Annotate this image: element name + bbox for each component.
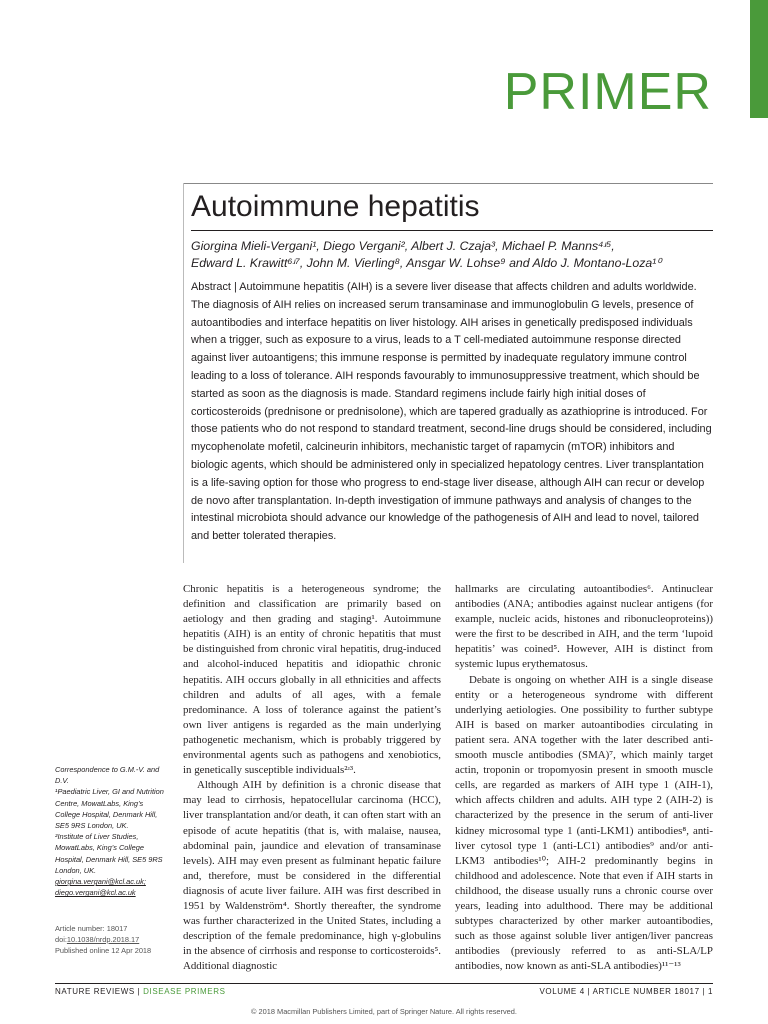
body-paragraph: Chronic hepatitis is a heterogeneous syndrome; the definition and classification are primarily based on aetiology and then grading and staging¹. Autoimmune hepatitis (AIH) is an entity of chronic hepatitis that must be distinguished from chronic viral hepatitis, drug-induced and alcohol-induced hepatitis and idiopathic chronic hepatitis. AIH occurs globally in all ethnicities and affects children and adults of all ages, with a female predominance. A loss of tolerance against the patient’s own liver antigens is regarded as the main underlying pathogenetic mechanism, which is probably triggered by environmental agents such as pathogens and xenobiotics, in genetically susceptible individuals²ʴ³. bbox=[183, 583, 441, 777]
article-title: Autoimmune hepatitis bbox=[191, 190, 480, 223]
body-paragraph: Although AIH by definition is a chronic disease that may lead to cirrhosis, hepatocellular carcinoma (HCC), liver transplantation and/or death, it can often start with an episode of acute hepatitis (that is, with malaise, nausea, abdominal pain, jaundice and elevation of transaminase levels). AIH may even present as fulminant hepatic failure and, therefore, must be considered in the differential diagnosis of acute liver failure. AIH was first described in 1951 by Waldenström⁴. Shortly thereafter, the syndrome was further characterized in the United States, including a description of the female predominance, high γ-globulins in the absence of cirrhosis and response to corticosteroids⁵. Additional diagnostic bbox=[183, 779, 441, 973]
body-column-1 bbox=[183, 582, 441, 974]
authors-line-1: Giorgina Mieli-Vergani¹, Diego Vergani², Albert J. Czaja³, Michael P. Manns⁴ʴ⁵, bbox=[191, 239, 615, 253]
authors-line-2: Edward L. Krawitt⁶ʴ⁷, John M. Vierling⁸, Ansgar W. Lohse⁹ and Aldo J. Montano-Loza¹⁰ bbox=[191, 256, 662, 270]
body-paragraph: Debate is ongoing on whether AIH is a single disease entity or a heterogeneous syndrome with different underlying aetiologies. One possibility to further subtype AIH is based on marker autoantibodies circulating in patient sera. ANA together with the later described anti-smooth muscle antibodies (SMA)⁷, which mainly target actin, troponin or tropomyosin present in smooth muscle cells, are regarded as markers of AIH type 1 (AIH-1), which affects children and adults. AIH type 2 (AIH-2) is characterized by the presence in the serum of anti-liver kidney microsomal type 1 (anti-LKM1) antibodies⁸, anti-liver cytosol type 1 (anti-LC1) antibodies⁹ and/or anti-LKM3 antibodies¹⁰; AIH-2 predominantly begins in childhood and adolescence. Note that even if AIH starts in childhood, the disease usually runs a chronic course over years, leading into adulthood. There may be additional subtypes characterized by other marker autoantibodies, such as those against soluble liver antigen/liver pancreas antibodies (previously referred to as anti-SLA/LP antibodies, now known as anti-SLA antibodies)¹¹⁻¹³ bbox=[455, 673, 713, 973]
doi-line bbox=[55, 935, 180, 946]
doi-prefix: doi: bbox=[55, 934, 67, 944]
correspondence-line: Correspondence to G.M.-V. and D.V. bbox=[55, 765, 160, 786]
affiliation-2: ²Institute of Liver Studies, MowatLabs, King’s College Hospital, Denmark Hill, SE5 9RS London, UK. bbox=[55, 832, 163, 875]
affiliation-1: ¹Paediatric Liver, GI and Nutrition Centre, MowatLabs, King’s College Hospital, Denmark Hill, SE5 9RS London, UK. bbox=[55, 787, 164, 831]
journal-name: NATURE REVIEWS bbox=[55, 987, 135, 996]
doi-link[interactable]: 10.1038/nrdp.2018.17 bbox=[66, 934, 140, 944]
email-link[interactable]: diego.vergani@kcl.ac.uk bbox=[55, 888, 136, 898]
abstract: Abstract | Autoimmune hepatitis (AIH) is a severe liver disease that affects children and adults worldwide. The diagnosis of AIH relies on increased serum transaminase and immunoglobulin G levels, presence of autoantibodies and interface hepatitis on liver histology. AIH arises in genetically predisposed individuals when a trigger, such as exposure to a virus, leads to a T cell-mediated autoimmune response directed against liver autoantigens; this immune response is permitted by inadequate regulatory immune control leading to a loss of tolerance. AIH responds favourably to immunosuppressive treatment, which should be started as soon as the diagnosis is made. Standard regimens include fairly high initial doses of corticosteroids (prednisone or prednisolone), which are tapered gradually as azathioprine is introduced. For those patients who do not respond to standard treatment, second-line drugs should be considered, including mycophenolate mofetil, calcineurin inhibitors, mechanistic target of rapamycin (mTOR) inhibitors and biologic agents, which should be administered only in specialized hepatology centres. Liver transplantation is a life-saving option for those who progress to end-stage liver disease, although AIH can recur or develop de novo after transplantation. In-depth investigation of immune pathways and analysis of changes to the intestinal microbiota should advance our knowledge of the pathogenesis of AIH and lead to novel, tailored and better tolerated therapies. bbox=[191, 281, 712, 543]
author-list bbox=[191, 238, 713, 272]
published-date: Published online 12 Apr 2018 bbox=[55, 945, 152, 955]
footer-volume: VOLUME 4 | ARTICLE NUMBER 18017 | 1 bbox=[539, 987, 713, 996]
correspondence-sidebar bbox=[55, 764, 170, 898]
title-left-rule bbox=[183, 183, 184, 563]
title-top-rule bbox=[183, 183, 713, 184]
body-column-2 bbox=[455, 582, 713, 974]
body-paragraph: hallmarks are circulating autoantibodies⁶. Antinuclear antibodies (ANA; antibodies against nuclear antigens (for example, nucleic acids, histones and ribonucleoproteins)) were the first to be described in AIH, and the term ‘lupoid hepatitis’ was coined⁵. However, AIH is distinct from systemic lupus erythematosus. bbox=[455, 583, 713, 671]
email-link[interactable]: giorgina.vergani@kcl.ac.uk; bbox=[55, 877, 146, 887]
footer-separator: | bbox=[134, 987, 144, 996]
section-color-bar bbox=[750, 0, 768, 118]
footer-journal bbox=[55, 987, 226, 996]
section-name: DISEASE PRIMERS bbox=[143, 987, 226, 996]
copyright: © 2018 Macmillan Publishers Limited, part of Springer Nature. All rights reserved. bbox=[251, 1007, 517, 1016]
article-number: Article number: 18017 bbox=[55, 924, 128, 933]
title-underline bbox=[191, 230, 713, 231]
footer-rule bbox=[55, 983, 713, 984]
section-label: PRIMER bbox=[503, 63, 712, 121]
article-info bbox=[55, 924, 180, 956]
